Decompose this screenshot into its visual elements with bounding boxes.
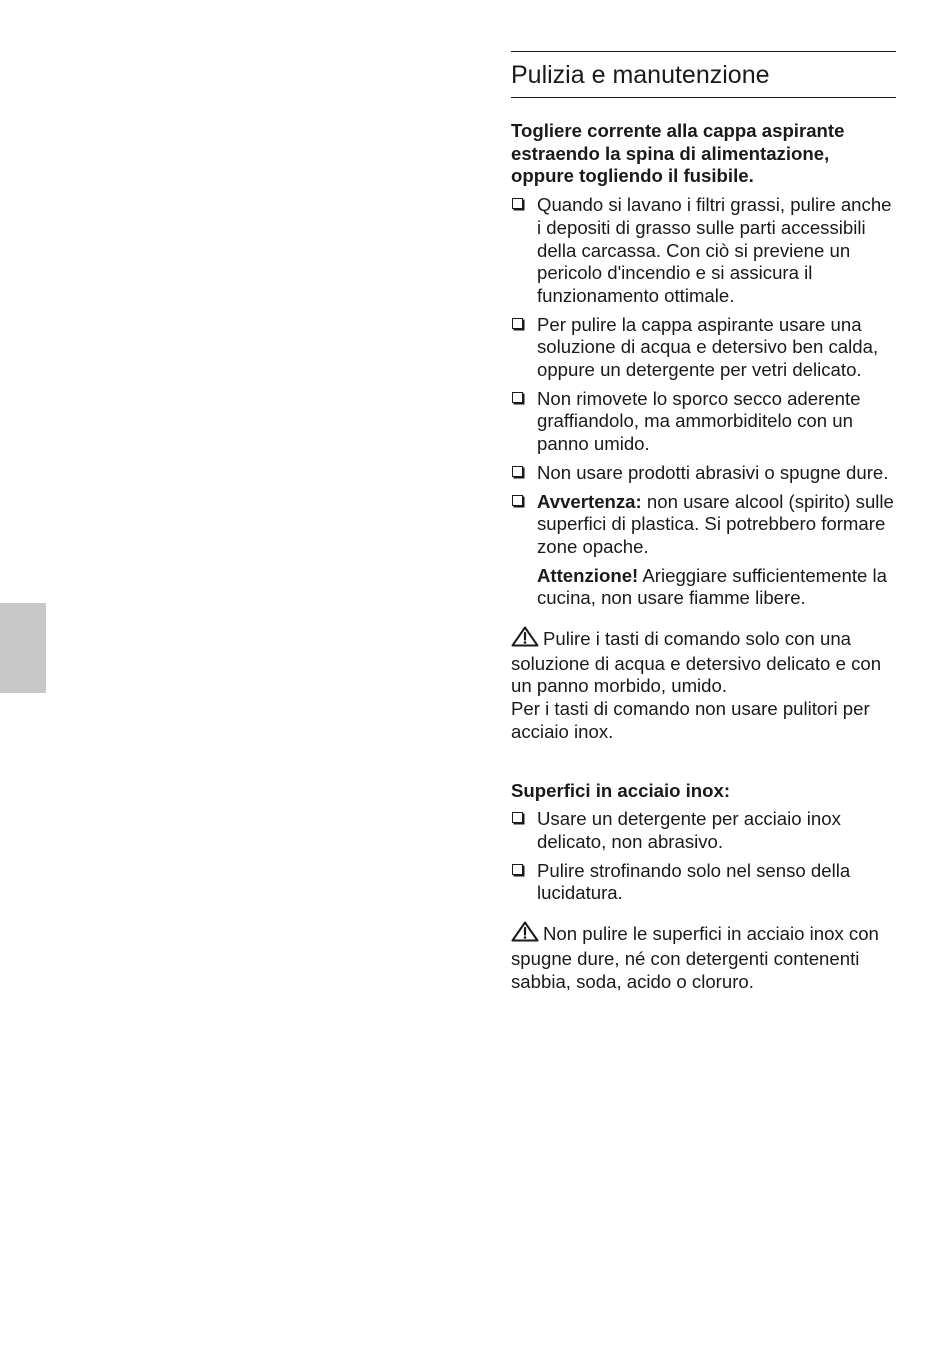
list-item [511, 314, 896, 382]
list-item [511, 808, 896, 853]
list-item [511, 388, 896, 456]
cleaning-list [511, 194, 896, 610]
warning-block-stainless [511, 921, 896, 993]
checkbox-icon [512, 495, 523, 506]
list-item-text: Non usare prodotti abrasivi o spugne dure. [537, 461, 889, 483]
section-heading-stainless: Superfici in acciaio inox: [511, 779, 731, 801]
warning-text: Non pulire le superfici in acciaio inox con spugne dure, né con detergenti contenenti sabbia, soda, acido o cloruro. [511, 923, 879, 992]
warning-triangle-icon [511, 921, 539, 948]
warning-extra-text: Per i tasti di comando non usare pulitori per acciaio inox. [511, 698, 870, 742]
checkbox-icon [512, 864, 523, 875]
list-item [511, 194, 896, 308]
warning-triangle-icon [511, 626, 539, 653]
warning-label: Avvertenza: [537, 490, 642, 512]
intro-text: Togliere corrente alla cappa aspirante estraendo la spina di alimentazione, oppure togliendo il fusibile. [511, 120, 845, 187]
list-item-text: Non rimovete lo sporco secco aderente graffiandolo, ma ammorbiditelo con un panno umido. [537, 387, 861, 455]
list-item-text: Per pulire la cappa aspirante usare una soluzione di acqua e detersivo ben calda, oppure un detergente per vetri delicato. [537, 313, 879, 381]
list-item [511, 462, 896, 485]
attention-label: Attenzione! [537, 564, 639, 586]
list-item-text: Usare un detergente per acciaio inox delicato, non abrasivo. [537, 808, 841, 852]
warning-text: Pulire i tasti di comando solo con una soluzione di acqua e detersivo delicato e con un panno morbido, umido. [511, 628, 882, 697]
page-title: Pulizia e manutenzione [511, 61, 770, 89]
warning-block-controls [511, 626, 896, 744]
checkbox-icon [512, 318, 523, 329]
list-item-text: non usare alcool (spirito) sulle superfici di plastica. Si potrebbero formare zone opache. [537, 490, 894, 557]
list-item [511, 491, 896, 611]
list-item-text: Pulire strofinando solo nel senso della lucidatura. [537, 859, 851, 904]
checkbox-icon [512, 466, 523, 477]
attention-text: Arieggiare sufficientemente la cucina, non usare fiamme libere. [537, 564, 887, 609]
checkbox-icon [512, 392, 523, 403]
title-bottom-rule [511, 97, 896, 98]
checkbox-icon [512, 198, 523, 209]
content-column [511, 51, 896, 993]
stainless-list [511, 808, 896, 905]
list-item-text: Quando si lavano i filtri grassi, pulire anche i depositi di grasso sulle parti accessibili della carcassa. Con ciò si previene un pericolo d'incendio e si assicura il funzionamento ottimale. [537, 194, 892, 306]
attention-note [537, 565, 896, 610]
side-tab-marker [0, 603, 46, 693]
list-item [511, 860, 896, 905]
checkbox-icon [512, 812, 523, 823]
